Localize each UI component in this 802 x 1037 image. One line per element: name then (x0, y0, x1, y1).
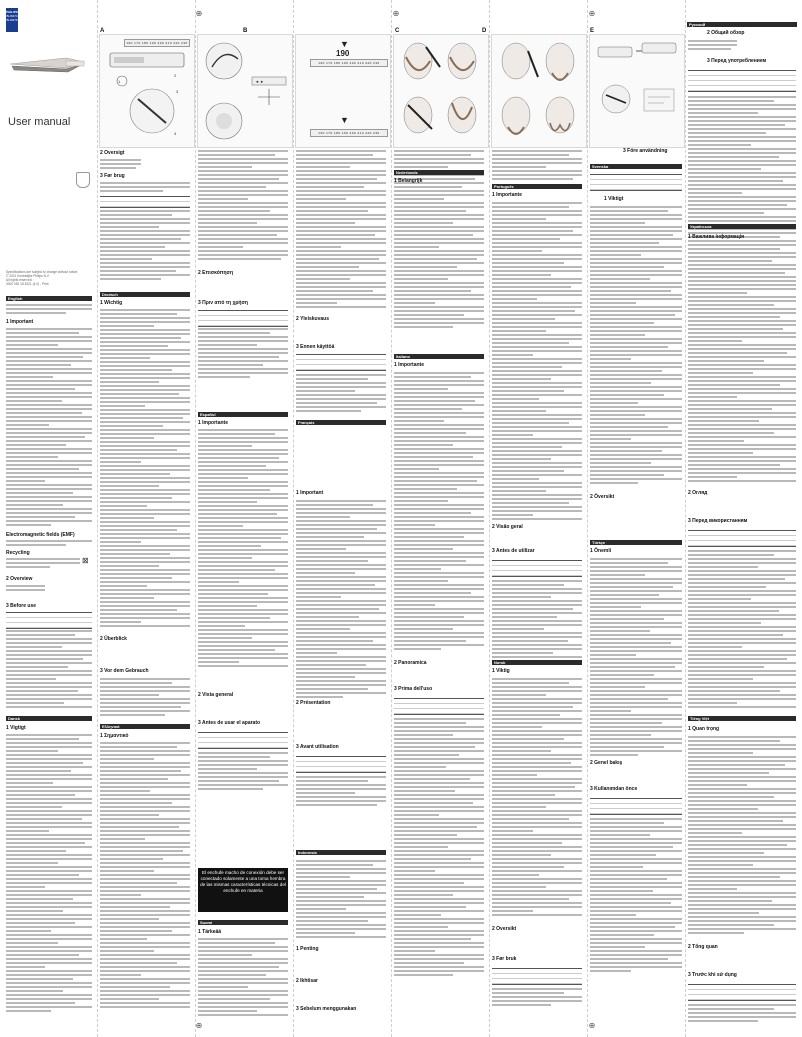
crossed-bin-icon: ⊠ (82, 556, 89, 565)
nederlands-section-1: 1 Belangrijk (394, 178, 423, 184)
espanol-temp-table (198, 732, 288, 749)
english-overview-list (6, 585, 92, 593)
panel-letter-e: E (590, 28, 595, 34)
norsk-temp-table (492, 968, 582, 985)
deutsch-section-2: 2 Überblick (100, 636, 127, 642)
svenska-temp-table (590, 174, 682, 191)
doc-number: 3000 052 18 5321 (4.0) - Print (6, 282, 49, 286)
greek-section-3: 3 Πριν από τη χρήση (198, 300, 248, 306)
panel-letter-b: B (243, 28, 248, 34)
deutsch-text (100, 309, 190, 629)
copyright-text: © 2021 Koninklijke Philips N.V. All rights reserved. (6, 274, 50, 282)
turkce-temp-table (590, 798, 682, 815)
svg-text:◄ ►: ◄ ► (255, 79, 265, 84)
turkce-section-3: 3 Kullanımdan önce (590, 786, 638, 792)
dansk-before-use (100, 182, 190, 194)
ukrainian-section-2: 2 Огляд (688, 490, 708, 496)
suomi-use (296, 374, 386, 414)
portugues-section-1: 1 Importante (492, 192, 523, 198)
greek-temp-table (198, 310, 288, 327)
norsk-use (492, 988, 582, 1008)
panel-letter-a: A (100, 28, 105, 34)
italiano-section-1: 1 Importante (394, 362, 425, 368)
language-bar-suomi: Suomi (198, 920, 288, 925)
deutsch-use (100, 678, 190, 718)
greek-section-1: 1 Σημαντικό (100, 733, 129, 739)
deutsch-section-1: 1 Wichtig (100, 300, 123, 306)
portugues-section-3: 3 Antes de utilizar (492, 548, 535, 554)
norsk-text (492, 678, 582, 918)
language-bar-portugues: Português (492, 184, 582, 189)
indonesia-text-continued (394, 150, 484, 330)
language-bar-norsk: Norsk (492, 660, 582, 665)
temperature-scale: 160 170 180 190 200 210 220 230 (124, 39, 190, 47)
language-bar-russian: Русский (687, 22, 797, 27)
suomi-section-3: 3 Ennen käyttöä (296, 344, 335, 350)
illustration-panel-a (99, 34, 195, 148)
language-bar-english: English (6, 296, 92, 301)
fold-line (489, 0, 490, 1037)
registration-mark-icon: ⊕ (392, 9, 400, 18)
dansk-overview (100, 159, 190, 171)
francais-use (296, 776, 386, 808)
ukrainian-text (688, 244, 796, 484)
russian-temp-table (688, 70, 796, 92)
espanol-section-1: 1 Importante (198, 420, 229, 426)
fold-line (685, 0, 686, 1037)
turkce-section-2: 2 Genel bakış (590, 760, 623, 766)
russian-section-2: 2 Общий обзор (707, 30, 745, 36)
indonesia-section-2: 2 Ikhtisar (296, 978, 318, 984)
language-bar-greek: Ελληνικά (100, 724, 190, 729)
dansk-text (6, 734, 92, 1014)
language-bar-deutsch: Deutsch (100, 292, 190, 297)
turkce-section-1: 1 Önemli (590, 548, 612, 554)
language-bar-indonesia: Indonesia (296, 850, 386, 855)
greek-section-2: 2 Επισκόπηση (198, 270, 234, 276)
ukrainian-use (688, 550, 796, 710)
spec-note (6, 270, 92, 286)
fold-line (195, 0, 196, 1037)
svg-text:4: 4 (174, 131, 177, 136)
indonesia-text (296, 860, 386, 940)
philips-shield-logo (76, 172, 90, 188)
russian-section-3: 3 Перед употреблением (707, 58, 767, 64)
francais-section-2: 2 Présentation (296, 700, 331, 706)
suomi-text (198, 938, 288, 1018)
greek-use (198, 328, 288, 380)
panel-letter-c: C (395, 28, 400, 34)
francais-section-1: 1 Important (296, 490, 324, 496)
registration-mark-icon: ⊕ (588, 1021, 596, 1030)
dansk-section-2: 2 Oversigt (100, 150, 125, 156)
english-intro (6, 304, 92, 316)
illustration-panel-b (197, 34, 293, 148)
greek-text-continued (198, 150, 288, 262)
fold-line (391, 0, 392, 1037)
logo-text: PHILIPS (6, 10, 18, 14)
suomi-section-1: 1 Tärkeää (198, 929, 222, 935)
philips-logo (6, 8, 18, 32)
russian-overview (688, 40, 796, 52)
english-section-1: 1 Important (6, 319, 34, 325)
language-bar-espanol: Español (198, 412, 288, 417)
model-number: BHS674 BHS676 (6, 14, 18, 22)
arrow-down-icon: ▼ (340, 115, 349, 125)
english-temp-table (6, 612, 92, 629)
svenska-section-2: 2 Översikt (590, 494, 615, 500)
language-bar-italiano: Italiano (394, 354, 484, 359)
ukrainian-section-1: 1 Важлива інформація (688, 234, 745, 240)
vietnamese-section-3: 3 Trước khi sử dụng (688, 972, 737, 978)
language-bar-francais: Français (296, 420, 386, 425)
fold-line (97, 0, 98, 1037)
language-bar-nederlands: Nederlands (394, 170, 484, 175)
recycling-text (6, 558, 80, 570)
turkce-use (590, 818, 682, 974)
hair-straightener-image (8, 52, 88, 82)
ukrainian-section-3: 3 Перед використанням (688, 518, 748, 524)
straightener-diagram (104, 49, 190, 143)
suomi-temp-table (296, 354, 386, 371)
registration-mark-icon: ⊕ (195, 9, 203, 18)
vietnamese-section-2: 2 Tổng quan (688, 944, 718, 950)
espanol-section-2: 2 Vista general (198, 692, 234, 698)
suomi-text-continued (296, 150, 386, 310)
cleaning-steps (592, 37, 682, 145)
svg-text:3: 3 (176, 89, 179, 94)
suomi-section-2: 2 Yleiskuvaus (296, 316, 329, 322)
language-bar-ukrainian: Українська (688, 224, 796, 229)
dansk-use (100, 210, 190, 282)
spec-note-text: Specifications are subject to change without notice (6, 270, 78, 274)
illustration-panel-d2 (491, 34, 587, 148)
italiano-section-3: 3 Prima dell'uso (394, 686, 433, 692)
svg-text:1: 1 (118, 79, 121, 84)
vietnamese-temp-table (688, 984, 796, 1001)
language-bar-turkce: Türkçe (590, 540, 682, 545)
arrow-down-icon: ▼ (340, 39, 349, 49)
norsk-section-3: 3 Før bruk (492, 956, 517, 962)
norsk-section-2: 2 Oversikt (492, 926, 517, 932)
english-section-2: 2 Overview (6, 576, 33, 582)
francais-temp-table (296, 756, 386, 773)
registration-mark-icon: ⊕ (588, 9, 596, 18)
panel-letter-d: D (482, 28, 487, 34)
indonesia-section-3: 3 Sebelum menggunakan (296, 1006, 357, 1012)
francais-section-3: 3 Avant utilisation (296, 744, 339, 750)
vietnamese-section-1: 1 Quan trọng (688, 726, 720, 732)
italiano-temp-table (394, 698, 484, 715)
svg-text:2: 2 (174, 73, 177, 78)
turkce-text (590, 558, 682, 758)
temperature-setting-diagram (200, 37, 290, 145)
portugues-text (492, 202, 582, 522)
italiano-text (394, 372, 484, 652)
dansk-section-1: 1 Vigtigt (6, 725, 26, 731)
svenska-text (590, 206, 682, 486)
indonesia-section-1: 1 Penting (296, 946, 319, 952)
illustration-panel-d (393, 34, 489, 148)
recycling-heading: Recycling (6, 550, 30, 556)
language-bar-vietnamese: Tiếng Việt (688, 716, 796, 721)
language-bar-dansk: Dansk (6, 716, 92, 721)
svenska-section-3: 3 Före användning (623, 148, 668, 154)
fold-line (293, 0, 294, 1037)
dansk-temp-table (100, 196, 190, 208)
portugues-section-2: 2 Visão geral (492, 524, 523, 530)
english-use-text (6, 630, 92, 710)
vietnamese-text (688, 736, 796, 936)
temperature-scale-bottom: 160 170 180 190 200 210 220 230 (310, 129, 388, 137)
deutsch-section-3: 3 Vor dem Gebrauch (100, 668, 149, 674)
illustration-panel-e (589, 34, 685, 148)
greek-text (100, 742, 190, 1010)
emf-text (6, 540, 92, 548)
espanol-plug-warning: El enchufe macho de conexión debe ser conectado solamente a una toma hembra de las mismas características técnicas del enchufe en materia (198, 868, 288, 912)
hair-styling-steps (396, 37, 486, 145)
espanol-section-3: 3 Antes de usar el aparato (198, 720, 261, 726)
portugues-use (492, 580, 582, 660)
portugues-intro (492, 150, 582, 182)
illustration-panel-c (295, 34, 391, 148)
norsk-section-1: 1 Viktig (492, 668, 510, 674)
francais-text (296, 500, 386, 700)
manual-title: User manual (8, 116, 71, 128)
language-bar-svenska: Svenska (590, 164, 682, 169)
portugues-temp-table (492, 560, 582, 577)
english-section-3: 3 Before use (6, 603, 37, 609)
vietnamese-use (688, 1004, 796, 1024)
emf-heading: Electromagnetic fields (EMF) (6, 532, 75, 538)
fold-line (587, 0, 588, 1037)
temperature-display: 190 (336, 49, 350, 58)
italiano-section-2: 2 Panoramica (394, 660, 427, 666)
italiano-use (394, 718, 484, 978)
espanol-text (198, 429, 288, 669)
hair-curling-steps (494, 37, 584, 145)
temperature-scale-top: 160 170 180 190 200 210 220 230 (310, 59, 388, 67)
registration-mark-icon: ⊕ (195, 1021, 203, 1030)
svenska-section-1: 1 Viktigt (604, 196, 624, 202)
english-safety-text (6, 328, 92, 528)
ukrainian-temp-table (688, 530, 796, 547)
dansk-section-3: 3 Før brug (100, 173, 125, 179)
espanol-use (198, 752, 288, 792)
